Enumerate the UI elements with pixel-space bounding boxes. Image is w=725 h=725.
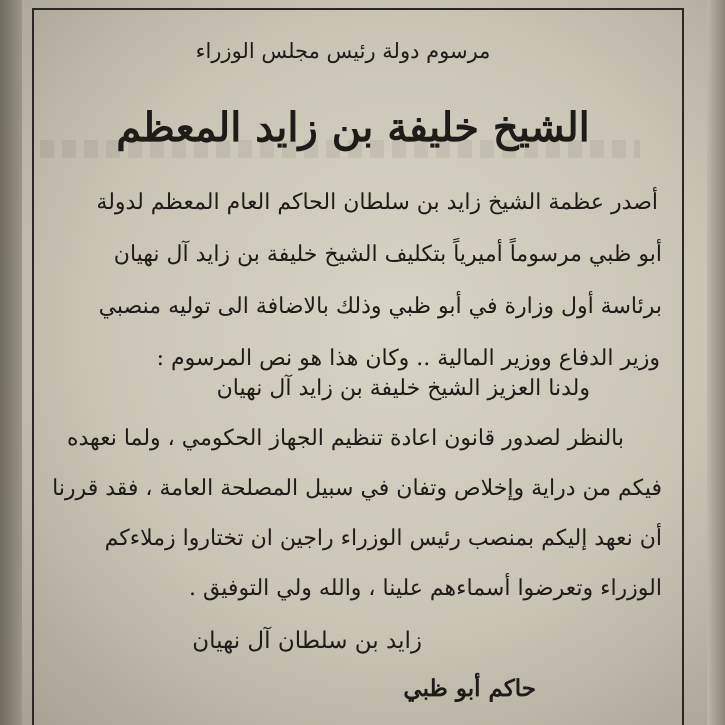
decree-line: الوزراء وتعرضوا أسماءهم علينا ، والله ولي التوفيق . (188, 576, 662, 601)
paragraph-line: وزير الدفاع ووزير المالية .. وكان هذا هو نص المرسوم : (156, 346, 660, 371)
decree-addressee: ولدنا العزيز الشيخ خليفة بن زايد آل نهيان (216, 376, 590, 401)
signature-name: زايد بن سلطان آل نهيان (192, 628, 422, 654)
decree-line: أن نعهد إليكم بمنصب رئيس الوزراء راجين ان تختاروا زملاءكم (104, 526, 662, 551)
signature-title: حاكم أبو ظبي (403, 675, 536, 702)
page-edge-left (0, 0, 22, 725)
paragraph-line: أبو ظبي مرسوماً أميرياً بتكليف الشيخ خليفة بن زايد آل نهيان (113, 242, 662, 267)
page-edge-right (707, 0, 725, 725)
decree-title: الشيخ خليفة بن زايد المعظم (116, 104, 590, 151)
decree-line: بالنظر لصدور قانون اعادة تنظيم الجهاز الحكومي ، ولما نعهده (66, 426, 624, 451)
decree-line: فيكم من دراية وإخلاص وتفان في سبيل المصلحة العامة ، فقد قررنا (52, 476, 662, 501)
decree-document (40, 8, 676, 725)
paragraph-line: أصدر عظمة الشيخ زايد بن سلطان الحاكم العام المعظم لدولة (96, 190, 658, 215)
decree-subtitle: مرسوم دولة رئيس مجلس الوزراء (195, 39, 491, 63)
paragraph-line: برئاسة أول وزارة في أبو ظبي وذلك بالاضافة الى توليه منصبي (98, 294, 662, 319)
